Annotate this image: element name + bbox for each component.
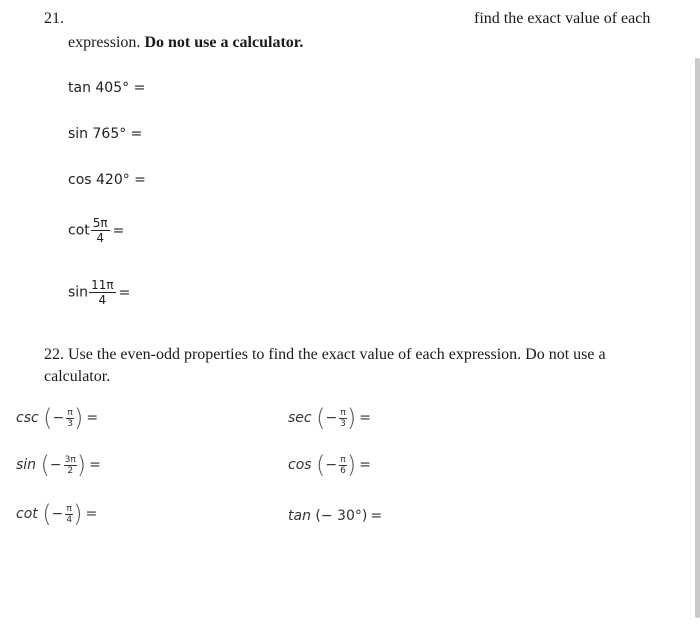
question-22-text: 22. Use the even-odd properties to find the exact value of each expression. Do not use a calculator. [44,346,606,385]
equals: = [118,284,131,301]
fraction [64,455,77,476]
equals: = [359,457,371,473]
func-name: cot [68,222,90,239]
question-21-number: 21. [44,10,64,27]
q22-item-sin [16,453,101,477]
func-name: tan [288,508,311,524]
question-22-instruction [44,344,644,388]
q22-item-tan [288,508,382,524]
numerator: π [67,407,73,418]
minus-sign: − [52,410,65,426]
argument: (− 30°) [315,508,368,524]
question-21-instruction [68,34,303,52]
numerator: 3π [64,454,76,465]
equals: = [85,506,98,522]
numerator: 5π [92,216,108,230]
fraction [89,278,116,307]
func-name: cot [16,506,38,522]
q21-item-sin-765: sin 765° = [68,126,143,142]
q21-item-sin-11pi-4 [68,278,130,307]
minus-sign: − [325,410,338,426]
denominator: 3 [340,418,346,429]
q21-item-cot-5pi-4 [68,216,124,245]
denominator: 2 [64,465,77,476]
right-paren: ) [73,500,83,528]
question-21-instruction-right: find the exact value of each [474,10,651,27]
denominator: 4 [91,230,110,245]
q21-item-cos-420: cos 420° = [68,172,146,188]
equals: = [370,508,383,524]
left-paren: ( [316,404,326,432]
func-name: sin [68,284,89,301]
q22-item-cot [16,502,97,526]
equals: = [359,410,372,426]
vertical-scrollbar[interactable] [695,58,700,618]
numerator: π [66,503,72,514]
q22-item-csc [16,406,98,430]
minus-sign: − [51,506,64,522]
fraction [91,216,110,245]
func-name: csc [16,410,39,426]
left-paren: ( [42,500,52,528]
right-paren: ) [76,451,87,479]
denominator: 6 [340,465,346,476]
numerator: 11π [91,278,114,292]
right-paren: ) [346,404,357,432]
fraction [339,455,347,476]
equals: = [86,410,99,426]
equals: = [89,457,101,473]
q22-item-cos [288,453,371,477]
fraction [65,504,73,525]
right-paren: ) [74,404,84,432]
left-paren: ( [43,404,53,432]
left-paren: ( [316,451,326,479]
instruction-bold: Do not use a calculator. [144,34,304,51]
fraction [339,408,347,429]
fraction [66,408,74,429]
func-name: cos [288,457,312,473]
equals: = [112,222,125,239]
right-paren: ) [346,451,357,479]
q21-item-tan-405: tan 405° = [68,80,146,96]
minus-sign: − [325,457,338,473]
numerator: π [340,407,346,418]
func-name: sin [16,457,37,473]
numerator: π [340,454,346,465]
q22-item-sec [288,406,371,430]
func-name: sec [288,410,312,426]
denominator: 4 [89,292,116,307]
left-paren: ( [40,451,50,479]
denominator: 3 [67,418,73,429]
instruction-text: expression. [68,34,141,51]
minus-sign: − [49,457,62,473]
denominator: 4 [66,514,73,525]
